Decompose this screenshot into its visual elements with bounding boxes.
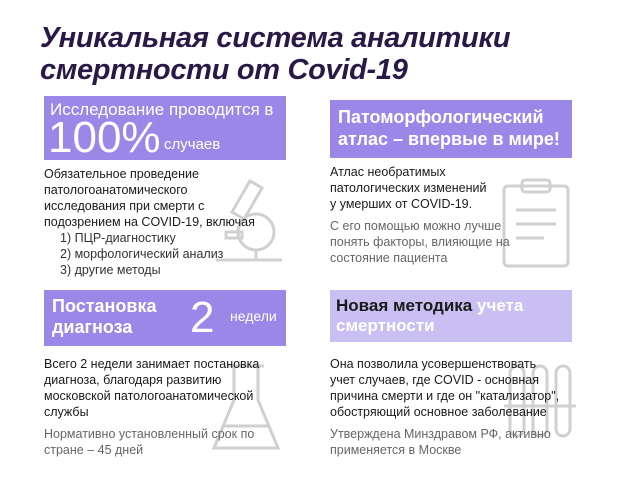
text-line: понять факторы, влияющие на <box>330 235 510 249</box>
text-line: причина смерти и где он "катализатор", <box>330 389 560 403</box>
title-line-2: смертности от Covid-19 <box>40 54 408 86</box>
atlas-banner-accent: – впервые в мире! <box>388 129 560 149</box>
list-item: 1) ПЦР-диагностику <box>60 231 176 245</box>
page-title <box>40 22 510 86</box>
atlas-description <box>330 164 510 266</box>
text-line: патологических изменений <box>330 181 487 195</box>
text-line: учет случаев, где COVID - основная <box>330 373 540 387</box>
text-line: у умерших от COVID-19. <box>330 197 473 211</box>
text-line: обостряющий основное заболевание <box>330 405 547 419</box>
diagnosis-description <box>44 356 259 458</box>
methods-list <box>44 230 255 278</box>
methodology-banner-word: Новая методика <box>336 296 473 315</box>
methodology-banner-title <box>336 296 523 336</box>
text-line: Обязательное проведение <box>44 167 199 181</box>
diagnosis-weeks-number: 2 <box>190 293 215 342</box>
research-banner <box>44 96 286 160</box>
research-percent-unit: случаев <box>164 136 221 153</box>
list-item: 2) морфологический анализ <box>60 247 224 261</box>
title-line-1: Уникальная система аналитики <box>40 22 511 54</box>
research-description <box>44 166 255 278</box>
methodology-description <box>330 356 559 458</box>
diagnosis-banner-line-2: диагноза <box>52 317 133 337</box>
methodology-banner-line-2: смертности <box>336 316 435 335</box>
text-line: исследования при смерти с <box>44 199 205 213</box>
diagnosis-banner <box>44 290 286 346</box>
research-banner-line: Исследование проводится в <box>50 100 274 119</box>
atlas-banner-line-1: Патоморфологический <box>338 107 544 127</box>
atlas-banner-word: атлас <box>338 129 389 149</box>
list-item: 3) другие методы <box>60 263 161 277</box>
text-line: Она позволила усовершенствовать <box>330 357 537 371</box>
research-percent: 100% <box>48 113 161 162</box>
methodology-banner-accent: учета <box>472 296 524 315</box>
text-line: применяется в Москве <box>330 443 462 457</box>
text-line: С его помощью можно лучше <box>330 219 502 233</box>
text-line: подозрением на COVID-19, включая <box>44 215 255 229</box>
diagnosis-banner-line-1: Постановка <box>52 296 157 316</box>
text-line: Нормативно установленный срок по <box>44 427 255 441</box>
text-line: патологоанатомического <box>44 183 188 197</box>
text-line: диагноза, благодаря развитию <box>44 373 222 387</box>
methodology-banner <box>330 290 572 342</box>
diagnosis-banner-title <box>52 296 156 338</box>
text-line: стране – 45 дней <box>44 443 144 457</box>
text-line: Утверждена Минздравом РФ, активно <box>330 427 551 441</box>
text-line: Всего 2 недели занимает постановка <box>44 357 260 371</box>
diagnosis-weeks-unit: недели <box>230 308 277 324</box>
text-line: службы <box>44 405 89 419</box>
atlas-banner-title <box>338 106 560 150</box>
text-line: состояние пациента <box>330 251 448 265</box>
atlas-banner <box>330 100 572 158</box>
text-line: Атлас необратимых <box>330 165 446 179</box>
text-line: московской патологоанатомической <box>44 389 254 403</box>
